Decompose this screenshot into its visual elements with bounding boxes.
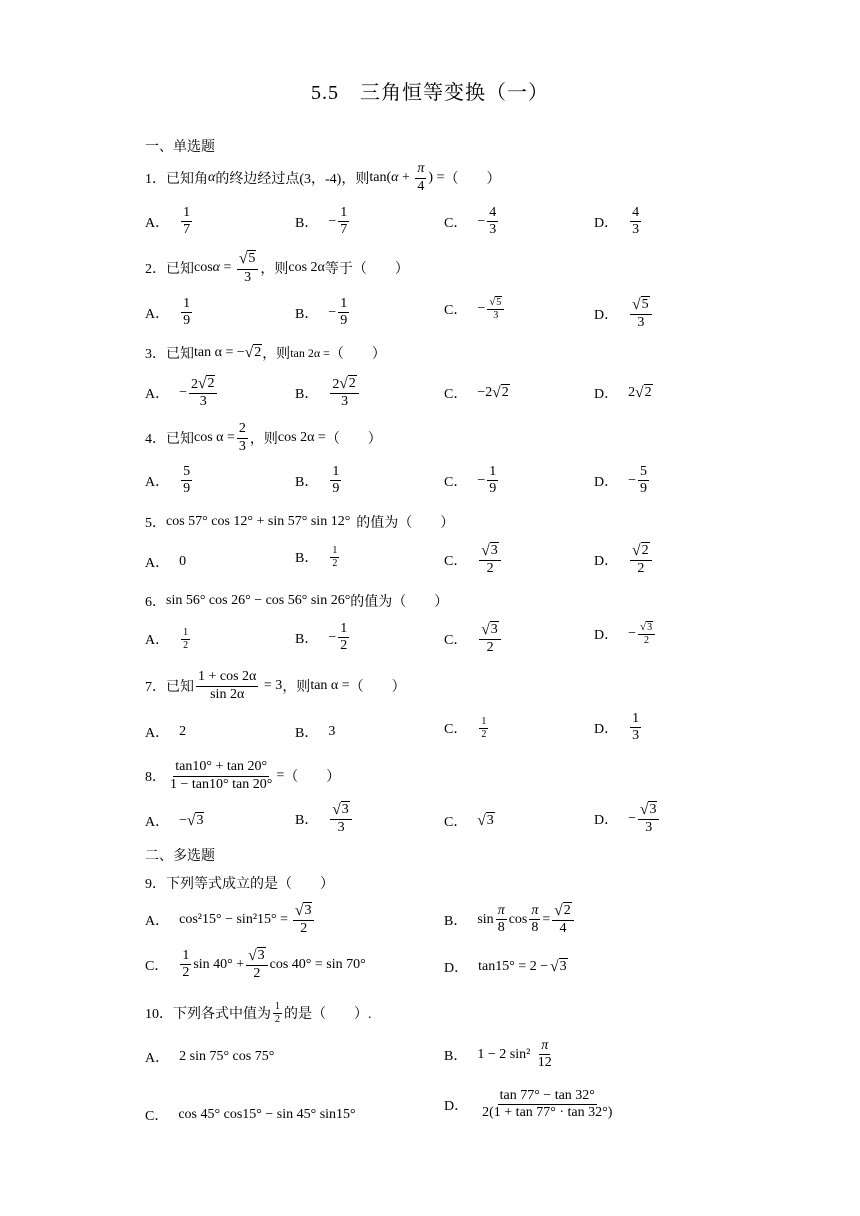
q10-option-d[interactable]: D． $\frac{\tan 77^\circ - \tan 32^\circ}{2(1 + \tan 77^\circ \cdot \tan 32^\circ)}$ — [444, 1088, 613, 1121]
q1-mid: 的终边经过点(3，-4)，则 — [215, 172, 370, 187]
q6-tail: 的值为（ ） — [350, 595, 449, 610]
question-6 — [145, 591, 448, 611]
section-multiple-choice: 二、多选题 — [145, 849, 215, 864]
q8-paren: （ ） — [284, 770, 341, 785]
question-4 — [145, 418, 382, 458]
q2-option-b[interactable]: B． − $\frac{1}{9}$ — [295, 296, 348, 329]
q4-expr: cos α = — [194, 430, 235, 445]
q10-pre: 下列各式中值为 — [173, 1007, 271, 1022]
q9-option-b[interactable]: B． sin $\frac{\pi}{8}$ cos $\frac{\pi}{8}$ = √ 2 4 — [444, 902, 576, 937]
q9-option-c[interactable]: C． $\frac{1}{2}$ sin 40° + √ 3 2 cos 40° = sin 70° — [145, 947, 366, 982]
q1-pi-over-4: $\frac{\pi}{4}$ — [417, 161, 425, 194]
q1-option-d[interactable]: D． $\frac{4}{3}$ — [594, 205, 640, 238]
question-2 — [145, 248, 409, 288]
q4-paren: （ ） — [325, 432, 382, 447]
q2-option-c[interactable]: C． − √ 5 3 — [444, 296, 506, 321]
q7-post: ，则 — [282, 680, 311, 695]
q1-paren: （ ） — [444, 172, 501, 187]
q7-pre: 已知 — [166, 680, 194, 695]
q7-paren: （ ） — [349, 680, 406, 695]
q10-option-a[interactable]: A． 2 sin 75° cos 75° — [145, 1049, 275, 1066]
q1-plus: + — [398, 170, 414, 185]
q5-option-d[interactable]: D． √ 2 2 — [594, 542, 654, 577]
q4-option-d[interactable]: D． − $\frac{5}{9}$ — [594, 464, 648, 497]
q2-cos: cos — [194, 260, 213, 275]
q4-option-c[interactable]: C． − $\frac{1}{9}$ — [444, 464, 497, 497]
q3-expr: tan α = − — [194, 345, 245, 360]
q1-tan: tan( — [369, 170, 392, 185]
q2-option-d[interactable]: D． √ 5 3 — [594, 296, 654, 331]
q6-option-d[interactable]: D． − √ 3 2 — [594, 621, 657, 646]
q7-eq: = 3 — [260, 678, 283, 693]
q7-option-b[interactable]: B． 3 — [295, 724, 336, 741]
q5-expr: cos 57° cos 12° + sin 57° sin 12° — [166, 514, 351, 529]
q10-number: 10． — [145, 1007, 173, 1022]
q7-tana: tan α = — [310, 678, 350, 693]
q9-option-d[interactable]: D． tan15° = 2 − √ 3 — [444, 958, 567, 976]
q7-option-d[interactable]: D． $\frac{1}{3}$ — [594, 711, 640, 744]
q4-cos2a: cos 2α = — [277, 430, 326, 445]
q6-number: 6． — [145, 595, 166, 610]
q6-option-c[interactable]: C． √ 3 2 — [444, 621, 503, 656]
question-3 — [145, 342, 386, 364]
q5-number: 5． — [145, 516, 166, 531]
question-9 — [145, 873, 334, 893]
q6-expr: sin 56° cos 26° − cos 56° sin 26° — [166, 593, 351, 608]
q1-alpha2: α — [391, 170, 399, 185]
q4-post: ，则 — [249, 432, 278, 447]
q10-tail: 的是（ ）. — [284, 1007, 372, 1022]
q2-option-a[interactable]: A． $\frac{1}{9}$ — [145, 296, 191, 329]
q3-post: ，则 — [262, 347, 291, 362]
q2-post: ，则 — [260, 262, 289, 277]
q7-option-a[interactable]: A． 2 — [145, 724, 187, 741]
q5-option-a[interactable]: A． 0 — [145, 554, 187, 571]
q10-option-b[interactable]: B． 1 − 2 sin² $\frac{\pi}{12}$ — [444, 1038, 552, 1071]
q5-option-b[interactable]: B． $\frac{1}{2}$ — [295, 545, 338, 569]
q8-option-d[interactable]: D． − √ 3 3 — [594, 801, 661, 836]
q9-option-a[interactable]: A． cos²15° − sin²15° = √ 3 2 — [145, 902, 316, 937]
q2-pre: 已知 — [166, 262, 194, 277]
q2-root5-over-3: √ 5 3 — [237, 250, 258, 285]
q5-tail: 的值为（ ） — [356, 516, 455, 531]
question-1 — [145, 160, 500, 196]
question-8 — [145, 756, 340, 796]
q4-number: 4． — [145, 432, 166, 447]
q3-number: 3． — [145, 347, 166, 362]
q7-number: 7． — [145, 680, 166, 695]
q4-pre: 已知 — [166, 432, 194, 447]
q7-frac: $\frac{1 + \cos 2\alpha}{\sin 2\alpha}$ — [198, 669, 257, 702]
q8-option-b[interactable]: B． √ 3 3 — [295, 801, 354, 836]
q3-root: √ 2 — [244, 344, 262, 361]
q3-tan2a: tan 2α = — [290, 345, 330, 360]
q10-option-c[interactable]: C． cos 45° cos15° − sin 45° sin15° — [145, 1107, 356, 1124]
q2-cos2a: cos 2α — [288, 260, 325, 275]
q9-text: 下列等式成立的是（ ） — [166, 877, 334, 892]
q5-option-c[interactable]: C． √ 3 2 — [444, 542, 503, 577]
q1-option-b[interactable]: B． − $\frac{1}{7}$ — [295, 205, 348, 238]
q4-option-a[interactable]: A． $\frac{5}{9}$ — [145, 464, 191, 497]
q4-frac: $\frac{2}{3}$ — [238, 421, 246, 454]
question-10 — [145, 998, 372, 1028]
q2-eq: = — [220, 260, 235, 275]
q1-option-c[interactable]: C． − $\frac{4}{3}$ — [444, 205, 497, 238]
q2-alpha: α — [212, 260, 221, 275]
q3-option-b[interactable]: B． 2 √ 2 3 — [295, 375, 361, 410]
q2-number: 2． — [145, 262, 166, 277]
q8-number: 8． — [145, 770, 166, 785]
q3-pre: 已知 — [166, 347, 194, 362]
q1-alpha: α — [208, 170, 216, 185]
q8-option-c[interactable]: C． √ 3 — [444, 812, 494, 830]
q3-option-d[interactable]: D． 2 √ 2 — [594, 384, 652, 402]
q3-option-c[interactable]: C． −2 √ 2 — [444, 384, 509, 402]
q1-close: ) = — [428, 170, 445, 185]
q2-tail: 等于（ ） — [324, 262, 409, 277]
q1-number: 1． — [145, 172, 166, 187]
q8-option-a[interactable]: A． − √ 3 — [145, 812, 204, 830]
q8-frac: $\frac{\tan 10^\circ + \tan 20^\circ}{1 - \tan 10^\circ \tan 20^\circ}$ — [170, 759, 273, 792]
q1-pre: 已知角 — [166, 172, 208, 187]
q3-option-a[interactable]: A． − 2 √ 2 3 — [145, 375, 219, 410]
question-5 — [145, 512, 454, 532]
q6-option-a[interactable]: A． $\frac{1}{2}$ — [145, 627, 189, 651]
q3-paren: （ ） — [329, 347, 386, 362]
question-7 — [145, 666, 406, 706]
q10-half: $\frac{1}{2}$ — [275, 1001, 280, 1025]
q1-option-a[interactable]: A． $\frac{1}{7}$ — [145, 205, 191, 238]
section-single-choice: 一、单选题 — [145, 140, 215, 155]
page-title: 5.5 三角恒等变换（一） — [311, 82, 549, 104]
q6-option-b[interactable]: B． − $\frac{1}{2}$ — [295, 621, 348, 654]
q4-option-b[interactable]: B． $\frac{1}{9}$ — [295, 464, 340, 497]
q9-number: 9． — [145, 877, 166, 892]
q7-option-c[interactable]: C． $\frac{1}{2}$ — [444, 716, 487, 740]
q8-eq: = — [276, 768, 285, 783]
